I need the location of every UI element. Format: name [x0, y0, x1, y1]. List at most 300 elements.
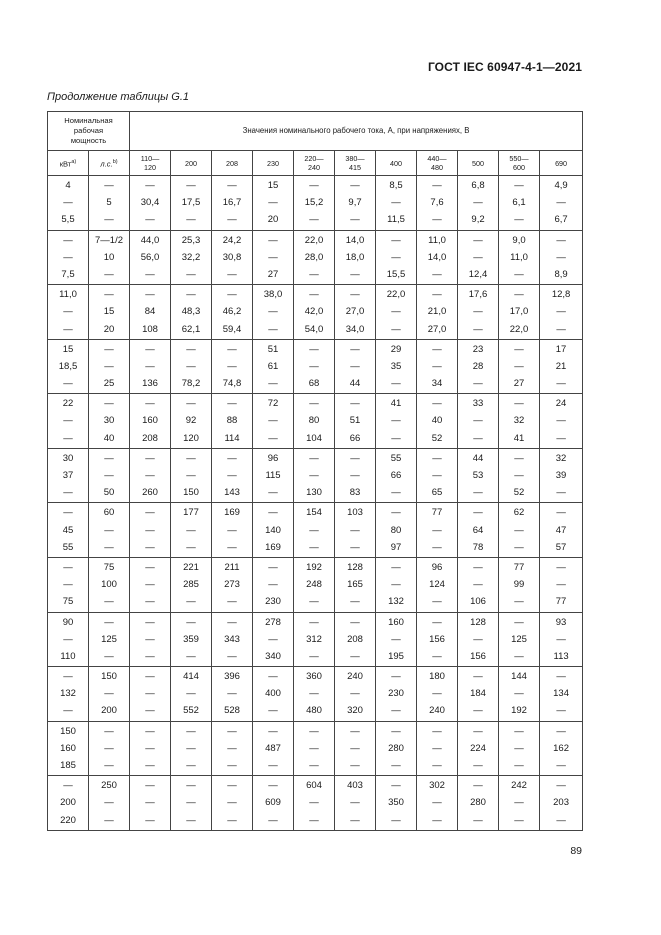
cell-value: — [350, 289, 360, 301]
cell-value: 59,4 [222, 323, 242, 335]
cell-value: — [63, 251, 73, 263]
current-cell [294, 503, 335, 558]
current-cell [499, 721, 540, 776]
cell-value: — [350, 470, 360, 481]
cell-value: 77 [513, 561, 525, 573]
cell-value: — [473, 705, 483, 717]
current-cell [335, 285, 376, 340]
cell-value: 143 [224, 487, 240, 499]
cell-value: — [350, 268, 360, 280]
current-cell [335, 667, 376, 722]
kw-cell [48, 176, 89, 231]
current-cell [253, 667, 294, 722]
cell-value: 4,9 [554, 180, 568, 191]
current-cell [294, 721, 335, 776]
hp-cell [89, 557, 130, 612]
cell-value: 55 [390, 452, 402, 464]
cell-value: — [350, 596, 360, 608]
cell-value: 7,5 [61, 268, 75, 280]
cell-value: 273 [224, 579, 240, 591]
cell-value: — [104, 541, 114, 553]
cell-value: — [63, 507, 73, 519]
cell-value: — [432, 470, 442, 481]
cell-value: 17 [555, 343, 567, 355]
cell-value: 104 [306, 432, 322, 444]
current-cell [417, 448, 458, 503]
cell-value: — [186, 360, 196, 372]
page-number: 89 [570, 845, 582, 857]
cell-value: 29 [390, 343, 402, 355]
cell-value: 46,2 [222, 306, 242, 318]
current-cell [335, 230, 376, 285]
cell-value: — [104, 760, 114, 771]
hp-cell [89, 176, 130, 231]
cell-value: — [104, 398, 114, 410]
current-cell [417, 776, 458, 831]
current-cell [130, 776, 171, 831]
current-cell [458, 557, 499, 612]
document-code: ГОСТ IEC 60947-4-1—2021 [427, 60, 582, 74]
cell-value: — [227, 470, 237, 481]
current-cell [253, 176, 294, 231]
cell-value: — [473, 507, 483, 519]
cell-value: 340 [265, 650, 281, 662]
cell-value: 203 [553, 797, 569, 809]
cell-value: 41 [513, 432, 525, 444]
current-cell [253, 776, 294, 831]
cell-value: — [391, 814, 401, 826]
table-caption: Продолжение таблицы G.1 [47, 91, 189, 103]
rated-current-header: Значения номинального рабочего тока, А, при напряжениях, В [130, 112, 583, 151]
cell-value: — [391, 378, 401, 390]
cell-value: 114 [224, 432, 240, 444]
cell-value: 195 [388, 650, 404, 662]
current-cell [335, 721, 376, 776]
current-cell [212, 339, 253, 394]
voltage-header-line: 110— [140, 154, 160, 163]
cell-value: 21 [555, 360, 567, 372]
current-cell [458, 612, 499, 667]
current-cell [499, 285, 540, 340]
cell-value: 77 [431, 507, 443, 519]
cell-value: 200 [101, 705, 117, 717]
cell-value: — [227, 398, 237, 410]
current-cell [376, 448, 417, 503]
current-cell [376, 230, 417, 285]
cell-value: — [556, 705, 566, 717]
cell-value: — [473, 561, 483, 573]
cell-value: — [63, 378, 73, 390]
cell-value: — [514, 742, 524, 754]
current-cell [499, 557, 540, 612]
cell-value: 169 [224, 507, 240, 519]
cell-value: — [391, 507, 401, 519]
cell-value: 15 [62, 343, 74, 355]
cell-value: 169 [265, 541, 281, 553]
cell-value: 487 [265, 742, 281, 754]
cell-value: 11,5 [387, 214, 405, 226]
cell-value: — [145, 705, 155, 717]
cell-value: — [63, 579, 73, 591]
current-cell [335, 448, 376, 503]
table-row-group [48, 339, 583, 394]
cell-value: 480 [306, 705, 322, 717]
cell-value: — [391, 671, 401, 683]
current-cell [171, 230, 212, 285]
current-cell [253, 339, 294, 394]
cell-value: — [556, 725, 566, 737]
cell-value: 34 [431, 378, 443, 390]
cell-value: — [432, 650, 442, 662]
cell-value: — [268, 780, 278, 792]
cell-value: 75 [103, 561, 115, 573]
cell-value: 80 [308, 415, 320, 427]
cell-value: — [104, 650, 114, 662]
cell-value: 4 [65, 180, 71, 191]
current-cell [212, 176, 253, 231]
cell-value: 396 [224, 671, 240, 683]
cell-value: — [309, 688, 319, 700]
cell-value: — [350, 398, 360, 410]
cell-value: 41 [390, 398, 402, 410]
cell-value: — [432, 725, 442, 737]
cell-value: — [227, 725, 237, 737]
cell-value: — [432, 742, 442, 754]
table-row-group [48, 230, 583, 285]
current-cell [540, 285, 583, 340]
current-cell [212, 557, 253, 612]
cell-value: 110 [60, 650, 76, 662]
cell-value: — [514, 760, 524, 771]
rated-power-header [48, 112, 130, 151]
cell-value: — [432, 616, 442, 628]
current-cell [540, 721, 583, 776]
cell-value: — [391, 432, 401, 444]
cell-value: 250 [101, 780, 117, 792]
cell-value: — [186, 470, 196, 481]
cell-value: — [227, 688, 237, 700]
cell-value: — [309, 289, 319, 301]
cell-value: 177 [183, 507, 199, 519]
cell-value: 28 [472, 360, 484, 372]
current-cell [540, 557, 583, 612]
cell-value: 80 [390, 524, 402, 536]
cell-value: 10 [103, 251, 115, 263]
current-cell [253, 230, 294, 285]
cell-value: 200 [60, 797, 76, 809]
cell-value: 27,0 [427, 323, 447, 335]
voltage-header-line: 200 [185, 158, 198, 168]
voltage-header-line: 415 [349, 163, 362, 172]
cell-value: 260 [142, 487, 158, 499]
cell-value: — [227, 616, 237, 628]
current-cell [458, 230, 499, 285]
cell-value: 140 [265, 524, 281, 536]
cell-value: 27,0 [345, 306, 365, 318]
current-cell [335, 339, 376, 394]
cell-value: 37 [62, 470, 74, 481]
cell-value: 180 [429, 671, 445, 683]
cell-value: — [145, 180, 155, 191]
current-cell [458, 285, 499, 340]
cell-value: 184 [470, 688, 486, 700]
current-cell [540, 503, 583, 558]
voltage-header [171, 151, 212, 176]
cell-value: 360 [306, 671, 322, 683]
current-cell [417, 667, 458, 722]
cell-value: 88 [226, 415, 238, 427]
cell-value: — [268, 671, 278, 683]
cell-value: 18,5 [58, 360, 78, 372]
cell-value: 106 [470, 596, 486, 608]
current-cell [499, 776, 540, 831]
current-cell [458, 667, 499, 722]
cell-value: 51 [349, 415, 361, 427]
cell-value: 221 [183, 561, 199, 573]
cell-value: — [432, 541, 442, 553]
cell-value: — [350, 650, 360, 662]
cell-value: — [227, 797, 237, 809]
kw-cell [48, 557, 89, 612]
cell-value: 134 [553, 688, 569, 700]
current-cell [212, 776, 253, 831]
current-cell [376, 285, 417, 340]
cell-value: 90 [62, 616, 74, 628]
cell-value: 7,6 [430, 197, 444, 209]
cell-value: — [104, 452, 114, 464]
current-cell [212, 667, 253, 722]
cell-value: 359 [183, 633, 199, 645]
hp-cell [89, 230, 130, 285]
cell-value: — [104, 616, 114, 628]
cell-value: — [145, 579, 155, 591]
cell-value: 47 [555, 524, 567, 536]
voltage-header [499, 151, 540, 176]
cell-value: — [63, 633, 73, 645]
current-cell [130, 612, 171, 667]
cell-value: 230 [265, 596, 281, 608]
current-cell [335, 557, 376, 612]
cell-value: — [432, 760, 442, 771]
cell-value: 113 [553, 650, 569, 662]
voltage-header-line: 380— [345, 154, 365, 163]
cell-value: — [227, 541, 237, 553]
cell-value: 24 [555, 398, 567, 410]
current-cell [335, 503, 376, 558]
cell-value: — [227, 596, 237, 608]
cell-value: 55 [62, 541, 74, 553]
cell-value: — [391, 251, 401, 263]
current-cell [458, 448, 499, 503]
voltage-header-line: 480 [431, 163, 444, 172]
cell-value: — [145, 268, 155, 280]
cell-value: — [309, 596, 319, 608]
cell-value: — [268, 415, 278, 427]
cell-value: 11,0 [59, 289, 77, 301]
cell-value: — [350, 360, 360, 372]
cell-value: — [391, 323, 401, 335]
cell-value: 130 [306, 487, 322, 499]
cell-value: 609 [265, 797, 281, 809]
current-cell [130, 394, 171, 449]
cell-value: — [309, 541, 319, 553]
cell-value: — [186, 452, 196, 464]
cell-value: 45 [62, 524, 74, 536]
cell-value: 93 [555, 616, 567, 628]
cell-value: 350 [388, 797, 404, 809]
cell-value: 125 [511, 633, 527, 645]
kw-column-header [48, 151, 89, 176]
cell-value: — [268, 306, 278, 318]
cell-value: 22,0 [509, 323, 529, 335]
hp-column-header [89, 151, 130, 176]
cell-value: 96 [267, 452, 279, 464]
cell-value: — [514, 524, 524, 536]
cell-value: 75 [62, 596, 74, 608]
current-cell [458, 176, 499, 231]
cell-value: — [391, 197, 401, 209]
cell-value: — [350, 616, 360, 628]
cell-value: 302 [429, 780, 445, 792]
cell-value: — [309, 760, 319, 771]
cell-value: — [391, 306, 401, 318]
current-cell [376, 721, 417, 776]
cell-value: — [432, 524, 442, 536]
current-cell [171, 339, 212, 394]
cell-value: 72 [267, 398, 279, 410]
cell-value: 30 [62, 452, 74, 464]
cell-value: — [432, 452, 442, 464]
cell-value: 42,0 [304, 306, 324, 318]
cell-value: 40 [103, 432, 115, 444]
cell-value: 12,4 [468, 268, 488, 280]
cell-value: — [186, 688, 196, 700]
current-cell [130, 503, 171, 558]
table-row-group [48, 448, 583, 503]
cell-value: 278 [265, 616, 281, 628]
cell-value: 35 [390, 360, 402, 372]
cell-value: — [145, 561, 155, 573]
cell-value: 52 [431, 432, 443, 444]
cell-value: — [227, 214, 237, 226]
cell-value: 150 [183, 487, 199, 499]
cell-value: — [473, 197, 483, 209]
cell-value: — [473, 780, 483, 792]
cell-value: — [227, 343, 237, 355]
cell-value: — [556, 671, 566, 683]
current-cell [376, 667, 417, 722]
cell-value: — [227, 289, 237, 301]
current-cell [458, 339, 499, 394]
cell-value: — [186, 650, 196, 662]
current-cell [130, 667, 171, 722]
cell-value: — [473, 579, 483, 591]
current-cell [294, 667, 335, 722]
current-cell [376, 503, 417, 558]
cell-value: — [391, 561, 401, 573]
cell-value: — [63, 415, 73, 427]
cell-value: — [268, 725, 278, 737]
current-cell [499, 339, 540, 394]
cell-value: — [556, 487, 566, 499]
cell-value: 108 [142, 323, 158, 335]
cell-value: — [227, 780, 237, 792]
cell-value: 44 [472, 452, 484, 464]
cell-value: — [309, 616, 319, 628]
cell-value: 160 [142, 415, 158, 427]
current-cell [499, 176, 540, 231]
cell-value: 32 [513, 415, 525, 427]
hp-cell [89, 503, 130, 558]
current-cell [294, 448, 335, 503]
cell-value: 150 [101, 671, 117, 683]
current-cell [212, 721, 253, 776]
current-cell [212, 612, 253, 667]
cell-value: — [473, 725, 483, 737]
cell-value: 30 [103, 415, 115, 427]
cell-value: — [268, 323, 278, 335]
cell-value: — [186, 541, 196, 553]
cell-value: 62,1 [181, 323, 201, 335]
cell-value: 27 [267, 268, 279, 280]
cell-value: 20 [267, 214, 279, 226]
cell-value: 414 [183, 671, 199, 683]
cell-value: 15 [267, 180, 279, 191]
cell-value: — [556, 378, 566, 390]
cell-value: — [63, 306, 73, 318]
rated-power-header-line: Номинальная [64, 116, 113, 125]
cell-value: 403 [347, 780, 363, 792]
cell-value: 120 [183, 432, 199, 444]
cell-value: 17,5 [181, 197, 201, 209]
cell-value: — [473, 234, 483, 246]
cell-value: — [391, 415, 401, 427]
cell-value: — [145, 289, 155, 301]
cell-value: — [145, 541, 155, 553]
cell-value: 132 [60, 688, 76, 700]
current-cell [458, 776, 499, 831]
cell-value: 280 [388, 742, 404, 754]
cell-value: 400 [265, 688, 281, 700]
voltage-header [335, 151, 376, 176]
cell-value: — [227, 524, 237, 536]
cell-value: — [104, 360, 114, 372]
current-cell [458, 503, 499, 558]
cell-value: — [186, 180, 196, 191]
cell-value: 604 [306, 780, 322, 792]
current-cell [499, 612, 540, 667]
cell-value: 22,0 [304, 234, 324, 246]
cell-value: — [473, 415, 483, 427]
cell-value: 50 [103, 487, 115, 499]
current-cell [417, 503, 458, 558]
cell-value: 60 [103, 507, 115, 519]
table-row-group [48, 667, 583, 722]
cell-value: — [391, 633, 401, 645]
cell-value: — [227, 268, 237, 280]
cell-value: 160 [388, 616, 404, 628]
cell-value: — [556, 780, 566, 792]
cell-value: 44,0 [140, 234, 160, 246]
cell-value: — [186, 760, 196, 771]
cell-value: — [104, 524, 114, 536]
current-cell [499, 448, 540, 503]
cell-value: — [514, 541, 524, 553]
cell-value: 68 [308, 378, 320, 390]
cell-value: — [309, 797, 319, 809]
current-cell [417, 339, 458, 394]
current-cell [171, 667, 212, 722]
